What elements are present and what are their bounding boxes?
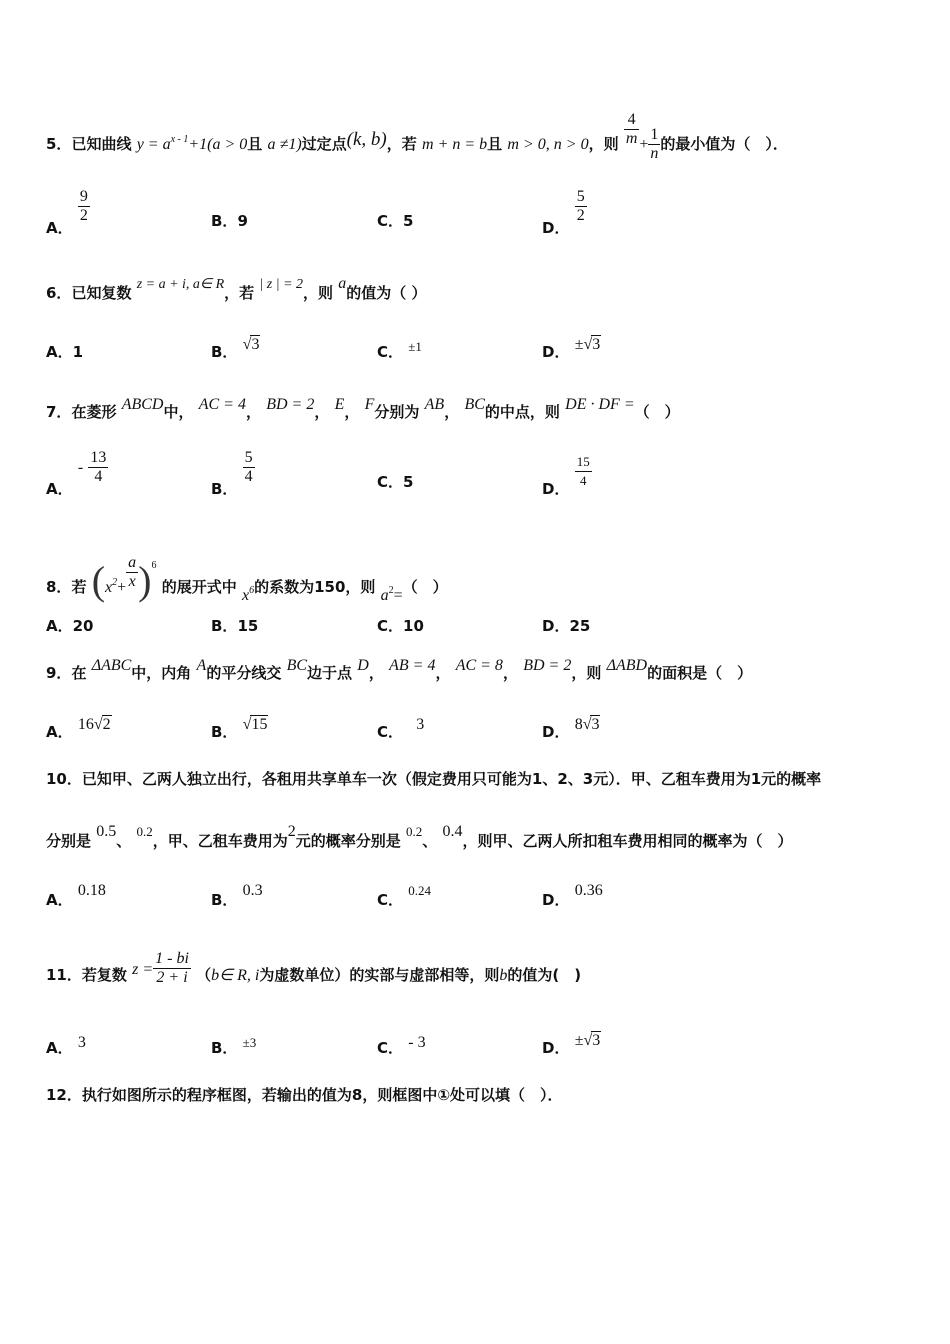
q7-option-a[interactable]: A． - $\frac{13}{4}$: [46, 449, 107, 498]
q9-option-c[interactable]: C． 3: [377, 716, 425, 741]
q7-option-d[interactable]: D． $\frac{15}{4}$: [542, 454, 590, 498]
question-7: 7．在菱形 ABCD中， AC = 4， BD = 2， E， F分别为 AB， BC的中点，则 DE · DF =（ ）: [46, 396, 680, 421]
q6-option-d[interactable]: D． ±√3: [542, 336, 601, 361]
question-5: 5．已知曲线 $y = a^{x - 1}+1(a > 0$且 a ≠1)过定点(k, b)，若 m + n = b且 m > 0, n > 0，则 $\frac{4}{m}$ + $\frac{1}{n}$ 的最小值为（ ）．: [46, 111, 788, 162]
fraction-4-over-m: $\frac{4}{m}$: [625, 111, 638, 147]
q11-option-c[interactable]: C． - 3: [377, 1034, 426, 1057]
q10-option-d[interactable]: D． 0.36: [542, 882, 603, 909]
fraction-1-bi-over-2-i: $\frac{1 - bi}{2 + i}$: [155, 950, 189, 986]
question-10-line-2: 分别是 0.5、 0.2，甲、乙租车费用为2元的概率分别是 0.2、 0.4，则甲、乙两人所扣租车费用相同的概率为（ ）: [46, 823, 793, 850]
q5-option-b[interactable]: B．9: [211, 212, 248, 230]
q9-option-b[interactable]: B． √15: [211, 716, 268, 741]
question-12: 12．执行如图所示的程序框图，若输出的值为8，则框图中①处可以填（ ）．: [46, 1086, 563, 1104]
q9-option-a[interactable]: A． 16√2: [46, 716, 111, 741]
q9-option-d[interactable]: D． 8√3: [542, 716, 600, 741]
q8-option-a[interactable]: A．20: [46, 617, 94, 635]
question-10-line-1: 10．已知甲、乙两人独立出行，各租用共享单车一次（假定费用只可能为1、2、3元）．甲、乙租车费用为1元的概率: [46, 770, 822, 788]
q5-option-a[interactable]: A． $\frac{9}{2}$: [46, 188, 88, 237]
q6-option-c[interactable]: C． ±1: [377, 339, 422, 361]
question-11: 11．若复数 z = $\frac{1 - bi}{2 + i}$ （b∈ R, i为虚数单位）的实部与虚部相等，则b的值为( ): [46, 950, 582, 986]
q11-option-d[interactable]: D． ±√3: [542, 1032, 601, 1057]
fraction-1-over-n: $\frac{1}{n}$: [650, 126, 659, 162]
q6-option-b[interactable]: B． √3: [211, 336, 260, 361]
q10-option-b[interactable]: B． 0.3: [211, 882, 263, 909]
q8-option-c[interactable]: C．10: [377, 617, 424, 635]
question-6: 6．已知复数 z = a + i, a∈ R，若 | z | = 2，则 a的值为（ ）: [46, 275, 427, 302]
q11-option-b[interactable]: B． ±3: [211, 1035, 257, 1057]
q10-option-a[interactable]: A． 0.18: [46, 882, 106, 909]
q8-option-b[interactable]: B．15: [211, 617, 259, 635]
q6-option-a[interactable]: A．1: [46, 343, 84, 361]
q7-option-b[interactable]: B． $\frac{5}{4}$: [211, 449, 253, 498]
q10-option-c[interactable]: C． 0.24: [377, 883, 431, 909]
q11-option-a[interactable]: A． 3: [46, 1034, 86, 1057]
q5-option-d[interactable]: D． $\frac{5}{2}$: [542, 188, 585, 237]
q7-option-c[interactable]: C．5: [377, 473, 414, 491]
question-9: 9．在 ΔABC中，内角 A的平分线交 BC边于点 D， AB = 4， AC = 8， BD = 2，则 ΔABD的面积是（ ）: [46, 657, 753, 682]
q5-option-c[interactable]: C．5: [377, 212, 414, 230]
q8-option-d[interactable]: D．25: [542, 617, 591, 635]
question-8: 8．若 ($x^2+$ $\frac{a}{x}$ )$^6$ 的展开式中 x6的系数为150，则 a2=（ ）: [46, 554, 448, 604]
